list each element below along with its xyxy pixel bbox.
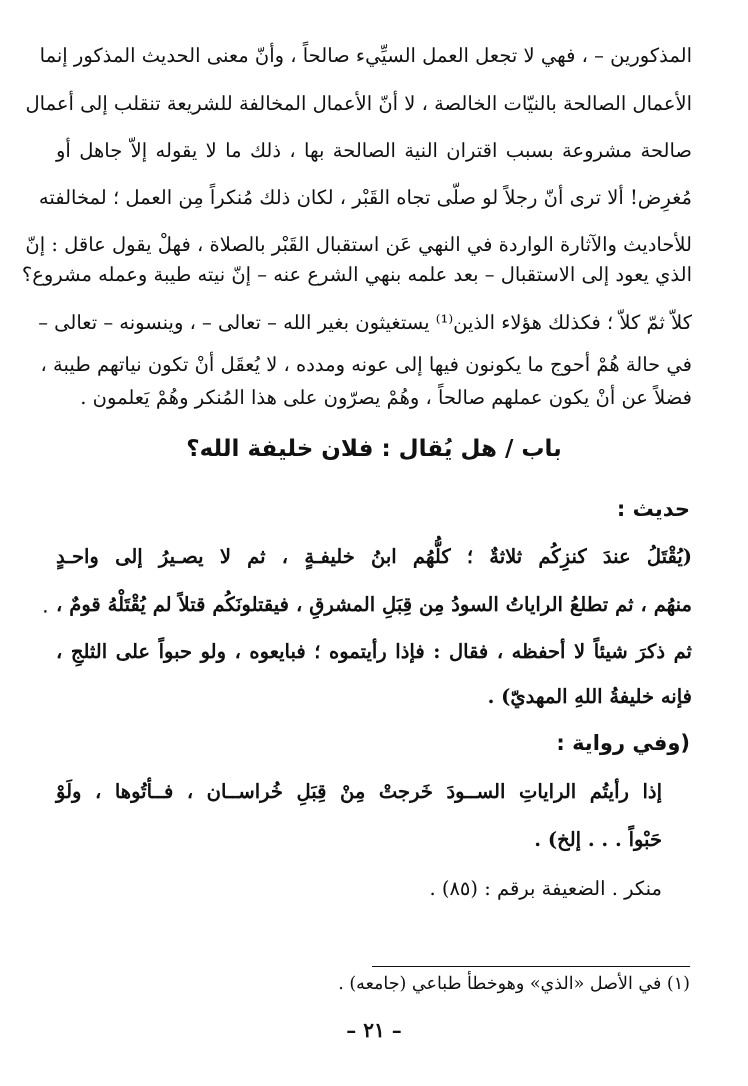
body-line-7: كلاّ ثمّ كلاّ ؛ فكذلك هؤلاء الذين⁽¹⁾ يستغيثون بغير الله – تعالى – ، وينسونه – تعالى –: [38, 311, 692, 334]
body-line-2: الأعمال الصالحة بالنيّات الخالصة ، لا أنّ الأعمال المخالفة للشريعة تنقلب إلى أعمال: [25, 92, 692, 115]
body-line-4: مُغرِض! ألا ترى أنّ رجلاً لو صلّى تجاه القَبْر ، لكان ذلك مُنكراً مِن العمل ؛ لمخالفته: [38, 186, 692, 209]
hadith-line-3: ثم ذكرَ شيئاً لا أحفظه ، فقال : فإذا رأيتموه ؛ فبايعوه ، ولو حبواً على الثلجِ ،: [56, 640, 692, 663]
page-number: – ٢١ –: [346, 1018, 402, 1042]
footnote: (١) في الأصل «الذي» وهوخطأ طباعي (جامعه) .: [338, 974, 690, 994]
hadith-label: حديث :: [616, 497, 690, 521]
riwaya-line-2: حَبْواً . . . إلخ) .: [534, 828, 662, 851]
body-line-9: فضلاً عن أنْ يكون عملهم صالحاً ، وهُمْ يصرّون على هذا المُنكر وهُمْ يَعلمون .: [80, 386, 692, 409]
stray-mark: ٠: [40, 598, 51, 622]
body-line-1: المذكورين – ، فهي لا تجعل العمل السيِّيء صالحاً ، وأنّ معنى الحديث المذكور إنما: [39, 44, 692, 67]
chapter-heading: باب / هل يُقال : فلان خليفة الله؟: [186, 436, 562, 462]
hadith-line-1: (يُقْتَلُ عندَ كنزِكُم ثلاثةٌ ؛ كلُّهُم ابنُ خليفـةٍ ، ثم لا يصـيرُ إلى واحـدٍ: [56, 545, 692, 568]
body-line-8: في حالة هُمْ أحوج ما يكونون فيها إلى عونه ومدده ، لا يُعقَل أنْ تكون نياتهم طيبة ،: [40, 353, 692, 376]
footnote-divider: [372, 966, 690, 967]
grading-note: منكر . الضعيفة برقم : (٨٥) .: [429, 877, 662, 900]
body-line-6: الذي يعود إلى الاستقبال – بعد علمه بنهي الشرع عنه – إنّ نيته طيبة وعمله مشروع؟: [21, 263, 692, 286]
body-line-5: للأحاديث والآثارة الواردة في النهي عَن استقبال القَبْر بالصلاة ، فهلْ يقول عاقل : إنّ: [25, 233, 692, 256]
hadith-line-4: فإنه خليفةُ اللهِ المهديّ) .: [487, 685, 692, 708]
body-line-3: صالحة مشروعة بسبب اقتران النية الصالحة بها ، ذلك ما لا يقوله إلاّ جاهل أو: [56, 139, 692, 162]
riwaya-line-1: إذا رأيتُم الراياتِ الســودَ خَرجتْ مِنْ قِبَلِ خُراســان ، فــأتُوها ، ولَوْ: [56, 780, 662, 803]
hadith-line-2: منهُم ، ثم تطلعُ الراياتُ السودُ مِن قِبَلِ المشرقِ ، فيقتلونَكُم قتلاً لم يُقْتَلْهُ قومٌ ،: [56, 593, 692, 616]
riwaya-label: (وفي رواية :: [556, 731, 690, 755]
